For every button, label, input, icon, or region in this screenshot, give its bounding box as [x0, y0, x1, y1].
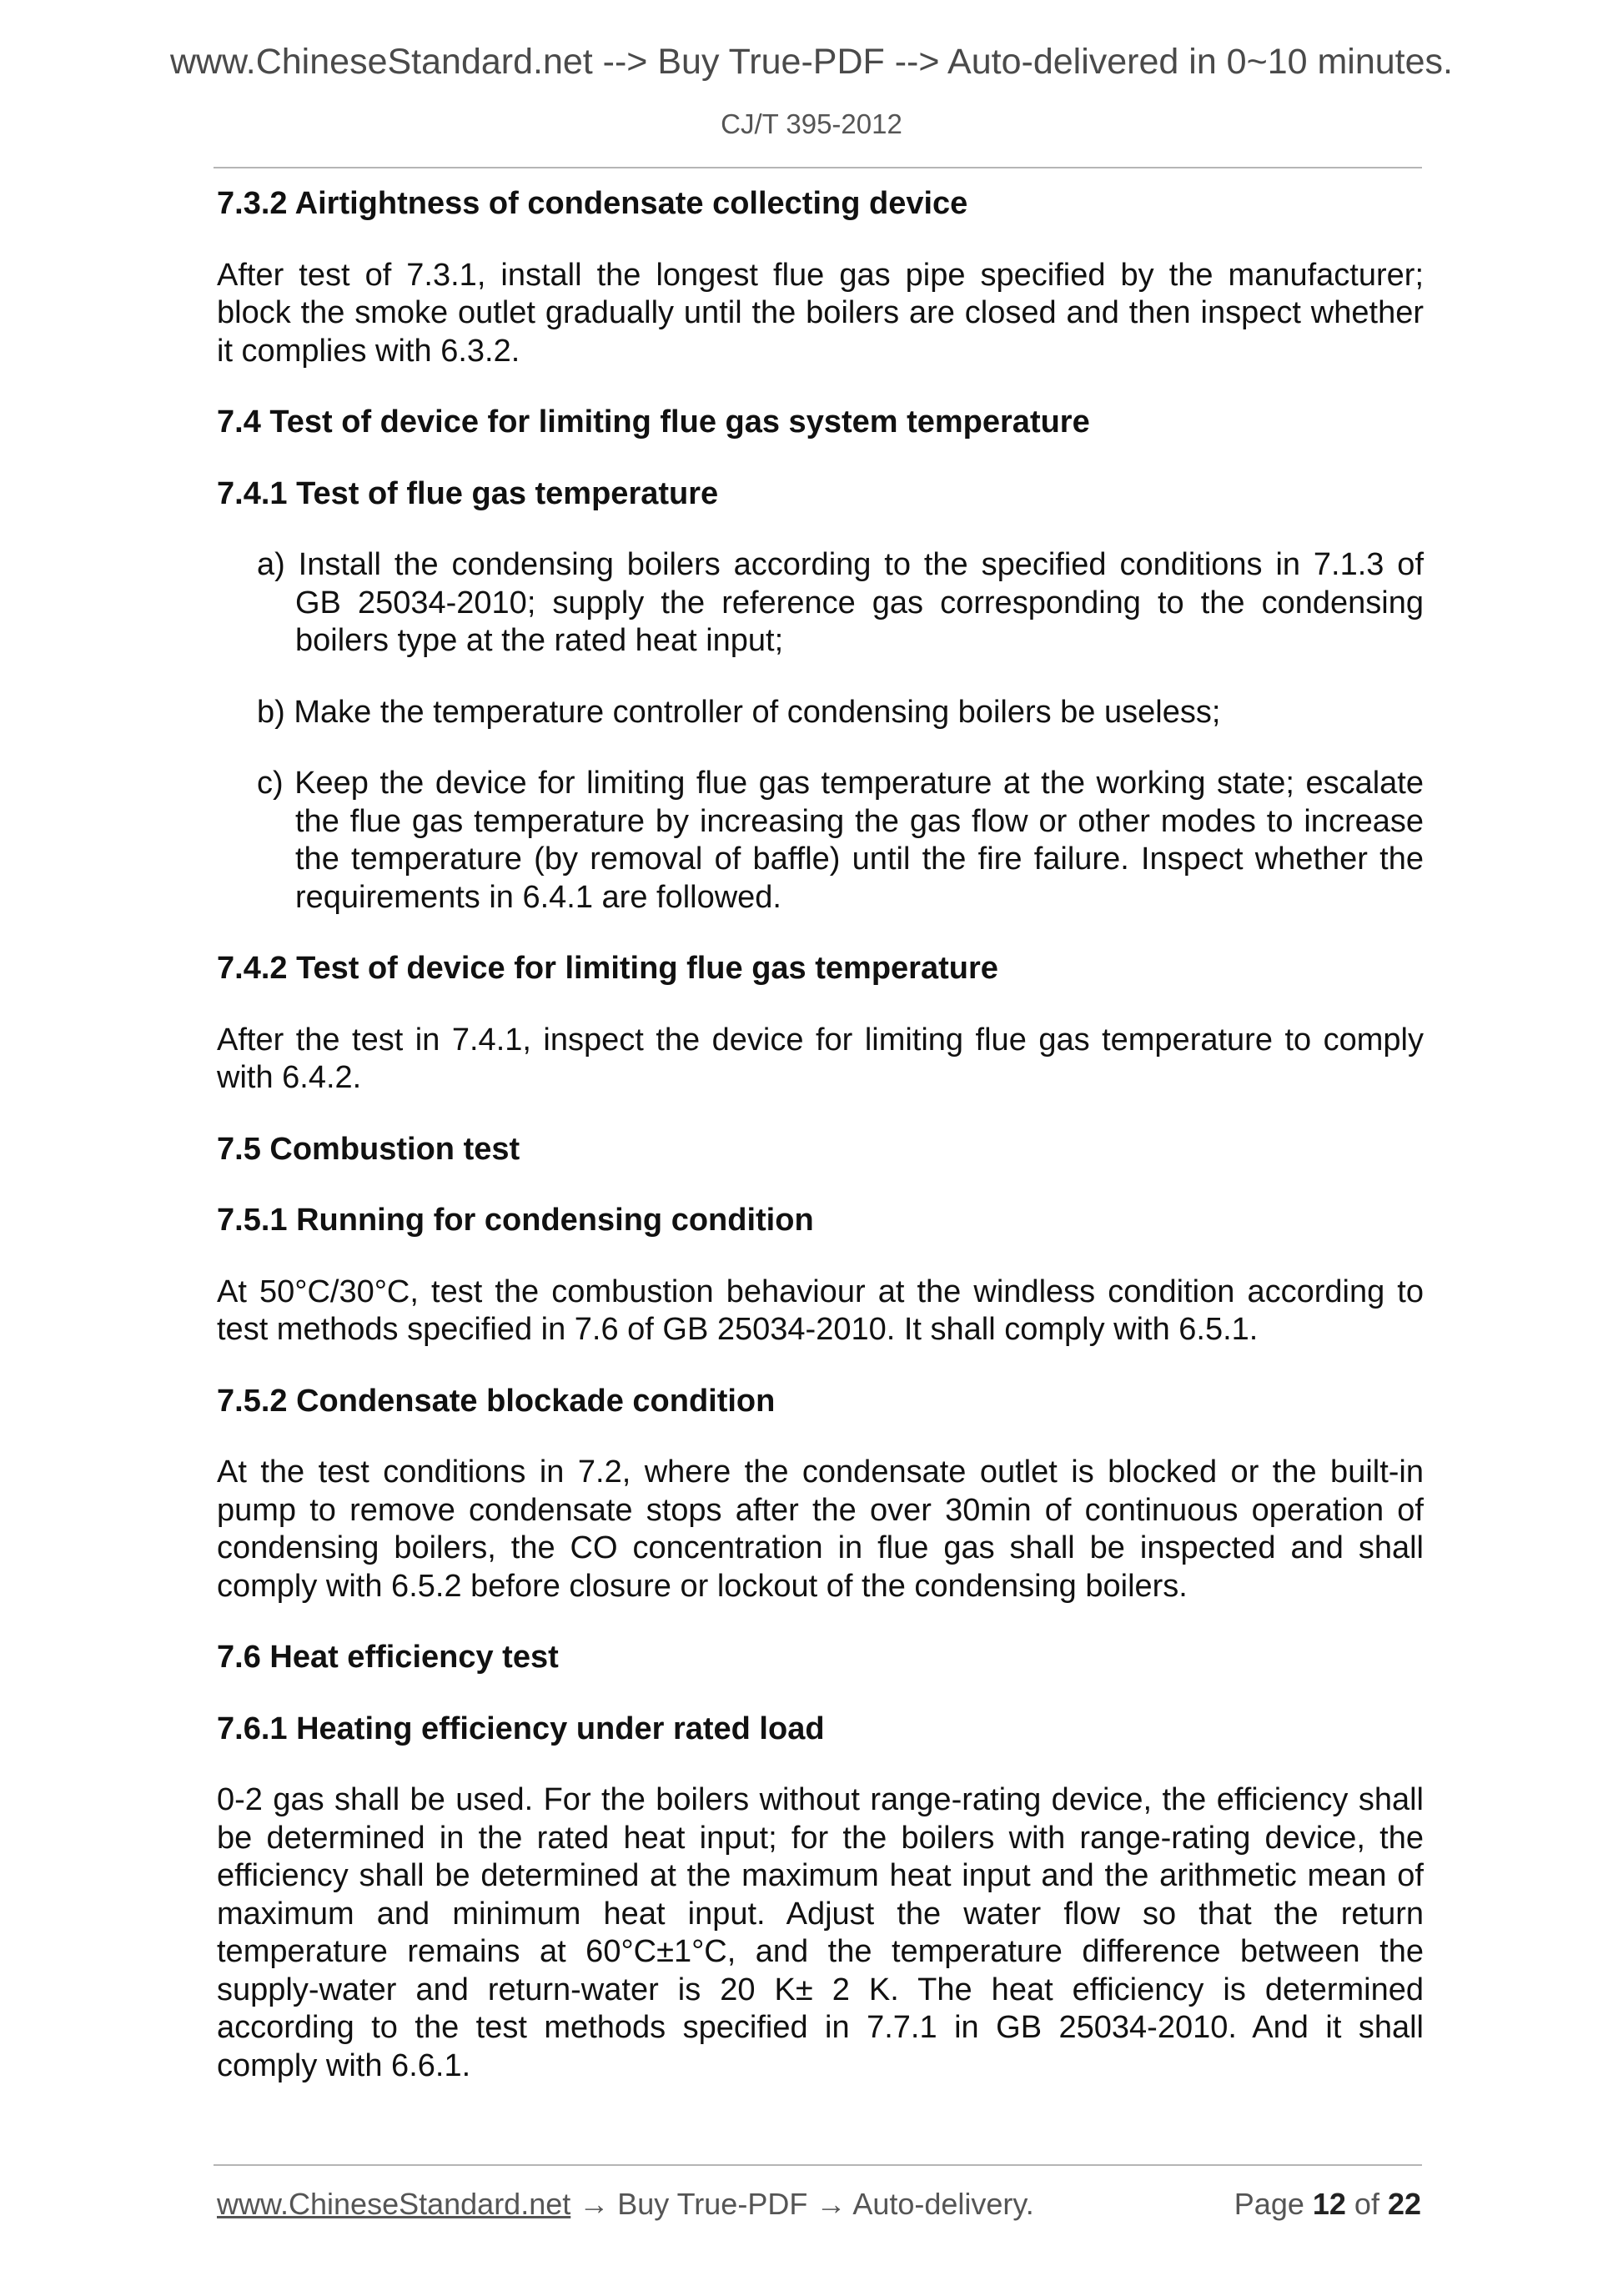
page-indicator — [1234, 2187, 1421, 2222]
footer-tagline: → Buy True-PDF → Auto-delivery. — [570, 2187, 1034, 2221]
footer-site-link[interactable]: www.ChineseStandard.net — [217, 2187, 571, 2221]
paragraph-7-6-1: 0-2 gas shall be used. For the boilers without range-rating device, the efficiency shall be determined in the rated heat input; for the boilers with range-rating device, the efficiency shall be determined at the maximum heat input and the arithmetic mean of maximum and minimum heat input. Adjust the water flow so that the return temperature remains at 60°C±1°C, and the temperature difference between the supply-water and return-water is 20 K± 2 K. The heat efficiency is determined according to the test methods specified in 7.7.1 in GB 25034-2010. And it shall comply with 6.6.1. — [217, 1782, 1424, 2083]
section-heading-7-4: 7.4 Test of device for limiting flue gas system temperature — [217, 404, 1090, 440]
paragraph-7-5-2: At the test conditions in 7.2, where the condensate outlet is blocked or the built-in pump to remove condensate stops after the over 30min of continuous operation of condensing boilers, the CO concentration in flue gas shall be inspected and shall comply with 6.5.2 before closure or lockout of the condensing boilers. — [217, 1454, 1424, 1604]
section-heading-7-6-1: 7.6.1 Heating efficiency under rated load — [217, 1711, 825, 1746]
list-item-a: a) Install the condensing boilers according to the specified conditions in 7.1.3 of GB 25034-2010; supply the reference gas corresponding to the condensing boilers type at the rated heat input; — [257, 547, 1424, 658]
section-heading-7-5: 7.5 Combustion test — [217, 1131, 520, 1167]
section-heading-7-3-2: 7.3.2 Airtightness of condensate collecting device — [217, 186, 968, 221]
section-heading-7-5-2: 7.5.2 Condensate blockade condition — [217, 1383, 776, 1419]
section-heading-7-5-1: 7.5.1 Running for condensing condition — [217, 1203, 814, 1238]
list-item-b: b) Make the temperature controller of condensing boilers be useless; — [257, 694, 1221, 730]
paragraph-7-4-2: After the test in 7.4.1, inspect the device for limiting flue gas temperature to comply with 6.4.2. — [217, 1022, 1424, 1095]
standard-code: CJ/T 395-2012 — [721, 108, 902, 139]
header-divider — [214, 167, 1422, 168]
section-heading-7-6: 7.6 Heat efficiency test — [217, 1640, 559, 1675]
paragraph-7-3-2: After test of 7.3.1, install the longest flue gas pipe specified by the manufacturer; block the smoke outlet gradually until the boilers are closed and then inspect whether it complies with 6.3.2. — [217, 257, 1424, 369]
page-label: Page — [1234, 2187, 1313, 2221]
document-body — [217, 185, 1424, 2118]
footer-divider — [214, 2164, 1422, 2166]
page-of: of — [1345, 2187, 1388, 2221]
footer — [217, 2187, 1421, 2222]
paragraph-7-5-1: At 50°C/30°C, test the combustion behaviour at the windless condition according to test methods specified in 7.6 of GB 25034-2010. It shall comply with 6.5.1. — [217, 1274, 1424, 1347]
section-heading-7-4-1: 7.4.1 Test of flue gas temperature — [217, 475, 719, 511]
page-total: 22 — [1387, 2187, 1421, 2221]
section-heading-7-4-2: 7.4.2 Test of device for limiting flue gas temperature — [217, 951, 998, 986]
top-banner: www.ChineseStandard.net --> Buy True-PDF --> Auto-delivered in 0~10 minutes. — [169, 42, 1453, 82]
page-current: 12 — [1312, 2187, 1346, 2221]
list-item-c: c) Keep the device for limiting flue gas temperature at the working state; escalate the flue gas temperature by increasing the gas flow or other modes to increase the temperature (by removal of baffle) until the fire failure. Inspect whether the requirements in 6.4.1 are followed. — [257, 766, 1424, 915]
